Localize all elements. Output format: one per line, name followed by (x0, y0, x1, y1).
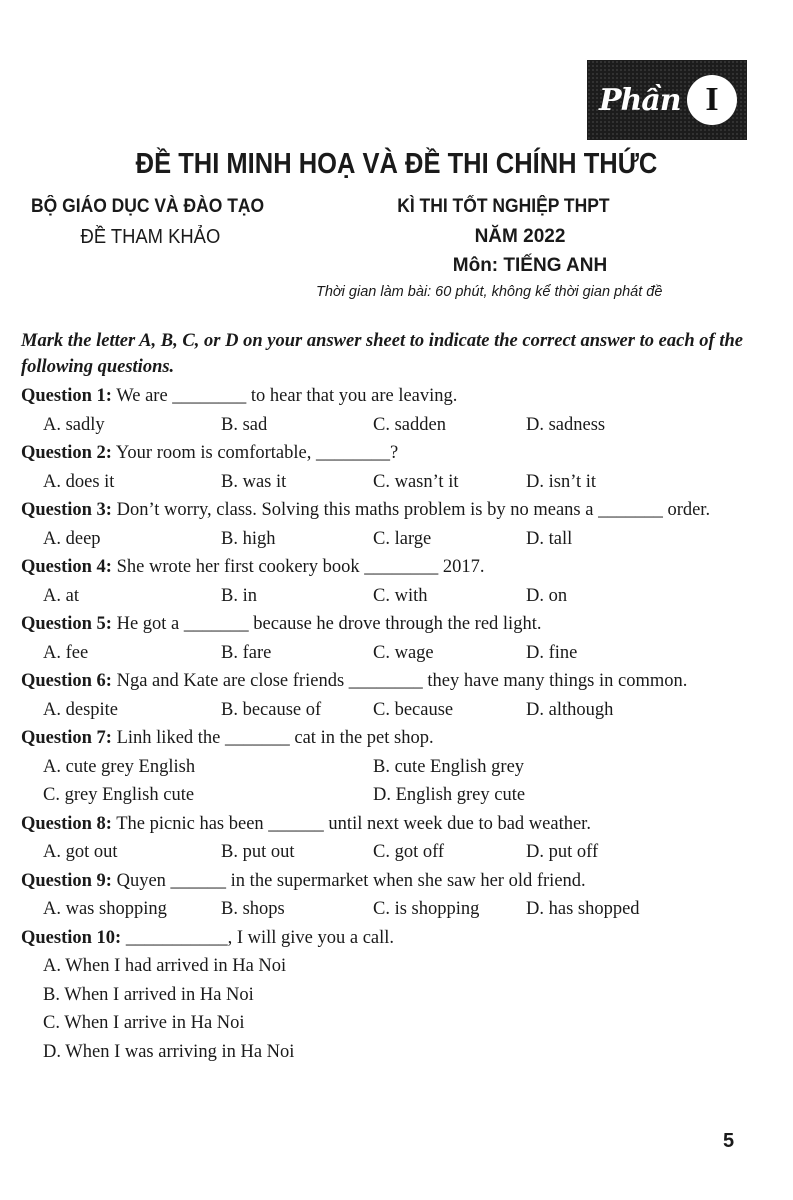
answer-options (21, 468, 743, 497)
question-text: She wrote her first cookery book ________ 2017. (111, 557, 485, 577)
answer-option[interactable]: C. sadden (373, 414, 446, 435)
answer-option[interactable]: D. When I was arriving in Ha Noi (43, 1041, 295, 1062)
answer-options (21, 639, 743, 668)
question-label: Question 7: (21, 728, 112, 748)
answer-options (21, 411, 743, 440)
question-7 (21, 724, 743, 753)
answer-option[interactable]: C. is shopping (373, 899, 480, 919)
question-text: Nga and Kate are close friends ________ they have many things in common. (111, 671, 688, 691)
question-text: He got a _______ because he drove through the red light. (111, 614, 542, 634)
question-text: Don’t worry, class. Solving this maths problem is by no means a _______ order. (111, 500, 711, 520)
answer-option[interactable]: B. When I arrived in Ha Noi (43, 984, 254, 1005)
section-badge (587, 60, 747, 140)
answer-options (21, 582, 743, 611)
answer-option[interactable]: D. sadness (526, 414, 606, 435)
answer-option[interactable]: B. high (221, 528, 276, 549)
question-label: Question 2: (21, 443, 112, 463)
exam-year: NĂM 2022 (474, 226, 566, 247)
answer-option[interactable]: A. When I had arrived in Ha Noi (43, 956, 287, 976)
section-numeral: I (687, 75, 737, 125)
answer-option[interactable]: B. in (221, 585, 257, 606)
answer-option[interactable]: A. does it (43, 471, 115, 492)
answer-option[interactable]: D. tall (526, 528, 573, 549)
question-label: Question 8: (21, 813, 112, 834)
question-label: Question 10: (21, 927, 122, 948)
answer-option[interactable]: C. wage (373, 642, 434, 663)
page-number: 5 (723, 1130, 735, 1152)
instruction: Mark the letter A, B, C, or D on your answer sheet to indicate the correct answer to each of the following questions. (21, 331, 743, 377)
answer-option[interactable]: B. cute English grey (373, 756, 525, 777)
answer-options (21, 952, 743, 1066)
question-list (21, 328, 743, 1066)
ministry-name: BỘ GIÁO DỤC VÀ ĐÀO TẠO (31, 196, 265, 217)
question-label: Question 5: (21, 614, 112, 634)
question-text: Your room is comfortable, ________? (111, 443, 399, 463)
answer-option[interactable]: A. fee (43, 642, 89, 663)
question-3 (21, 496, 743, 525)
answer-option[interactable]: B. put out (221, 842, 295, 862)
answer-option[interactable]: C. large (373, 528, 432, 549)
answer-option[interactable]: B. sad (221, 414, 268, 435)
answer-options (21, 753, 743, 810)
question-text: ___________, I will give you a call. (121, 927, 395, 948)
answer-option[interactable]: C. got off (373, 842, 445, 862)
section-word: Phần (599, 82, 681, 118)
answer-option[interactable]: D. on (526, 585, 568, 606)
answer-option[interactable]: A. at (43, 585, 79, 606)
subject: Môn: TIẾNG ANH (452, 255, 608, 276)
question-1 (21, 382, 743, 411)
answer-option[interactable]: D. isn’t it (526, 471, 597, 492)
question-label: Question 4: (21, 557, 112, 577)
answer-options (21, 895, 743, 924)
question-label: Question 1: (21, 386, 112, 406)
reference-label: ĐỀ THAM KHẢO (80, 226, 221, 248)
answer-option[interactable]: A. got out (43, 842, 118, 862)
answer-option[interactable]: A. was shopping (43, 899, 167, 919)
question-10 (21, 924, 743, 953)
question-text: Quyen ______ in the supermarket when she saw her old friend. (111, 870, 586, 891)
question-6 (21, 667, 743, 696)
question-text: The picnic has been ______ until next week due to bad weather. (111, 813, 591, 834)
question-label: Question 9: (21, 870, 112, 891)
question-8 (21, 810, 743, 839)
answer-option[interactable]: A. cute grey English (43, 756, 196, 777)
answer-option[interactable]: B. fare (221, 642, 272, 663)
question-2 (21, 439, 743, 468)
answer-options (21, 838, 743, 867)
answer-option[interactable]: A. sadly (43, 414, 105, 435)
answer-option[interactable]: C. wasn’t it (373, 471, 459, 492)
exam-name: KÌ THI TỐT NGHIỆP THPT (397, 196, 610, 217)
answer-option[interactable]: C. because (373, 699, 454, 720)
answer-option[interactable]: D. although (526, 699, 614, 720)
page-title: ĐỀ THI MINH HOẠ VÀ ĐỀ THI CHÍNH THỨC (135, 148, 658, 180)
question-label: Question 3: (21, 500, 112, 520)
answer-option[interactable]: D. put off (526, 842, 599, 862)
answer-option[interactable]: D. has shopped (526, 899, 640, 919)
answer-option[interactable]: A. deep (43, 528, 101, 549)
answer-options (21, 696, 743, 725)
answer-option[interactable]: B. because of (221, 699, 322, 720)
answer-option[interactable]: A. despite (43, 699, 119, 720)
answer-option[interactable]: B. was it (221, 471, 287, 492)
answer-options (21, 525, 743, 554)
duration-note: Thời gian làm bài: 60 phút, không kể thời gian phát đề (316, 284, 663, 300)
question-text: Linh liked the _______ cat in the pet shop. (111, 728, 434, 748)
question-9 (21, 867, 743, 896)
answer-option[interactable]: D. fine (526, 642, 578, 663)
answer-option[interactable]: C. grey English cute (43, 785, 195, 805)
answer-option[interactable]: C. with (373, 585, 428, 606)
question-4 (21, 553, 743, 582)
question-5 (21, 610, 743, 639)
question-label: Question 6: (21, 671, 112, 691)
question-text: We are ________ to hear that you are leaving. (111, 386, 458, 406)
answer-option[interactable]: D. English grey cute (373, 785, 526, 805)
answer-option[interactable]: B. shops (221, 899, 285, 919)
answer-option[interactable]: C. When I arrive in Ha Noi (43, 1013, 245, 1033)
